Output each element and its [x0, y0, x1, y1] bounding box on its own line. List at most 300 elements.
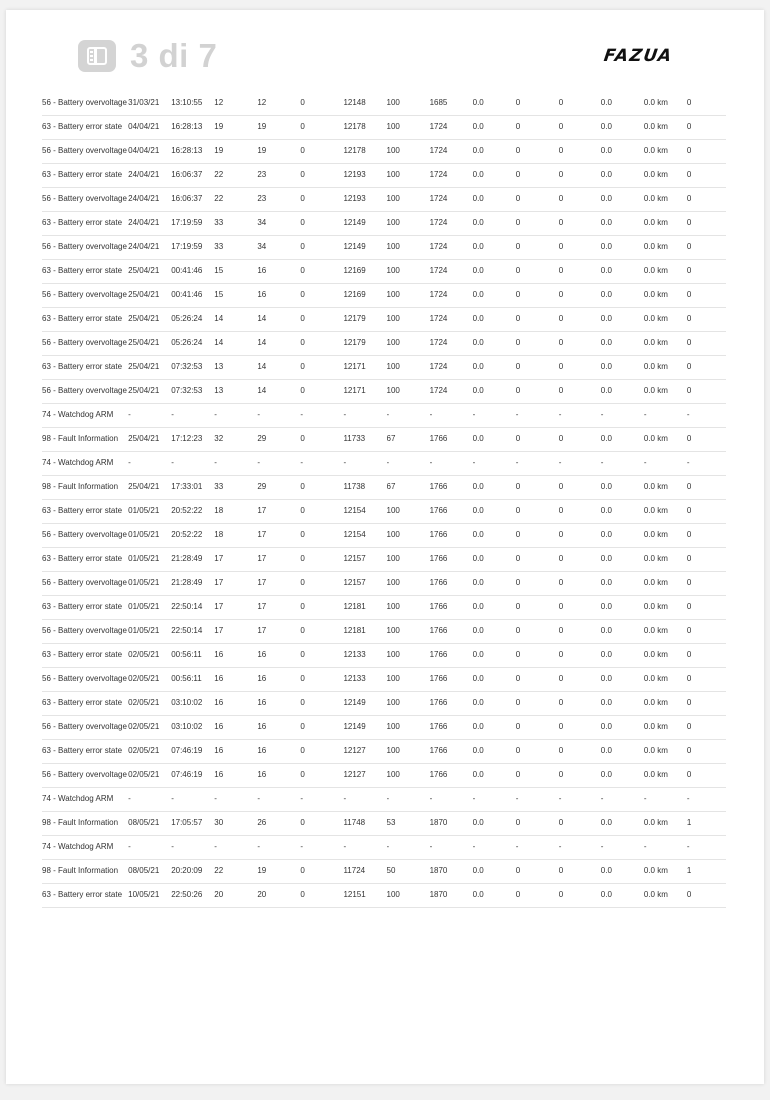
event-cell: 56 - Battery overvoltage [42, 98, 127, 107]
value-cell: 1 [686, 818, 692, 827]
value-cell: - [257, 794, 260, 803]
event-cell: 56 - Battery overvoltage [42, 626, 127, 635]
value-cell: 0.0 [472, 266, 484, 275]
value-cell: 1724 [429, 362, 448, 371]
event-cell: 63 - Battery error state [42, 170, 123, 179]
value-cell: 26 [257, 818, 267, 827]
value-cell: - [386, 458, 390, 467]
value-cell: 1 [686, 866, 692, 875]
table-row [42, 188, 726, 212]
time-cell: 00:56:11 [171, 674, 202, 683]
date-cell: - [128, 842, 131, 851]
value-cell: - [429, 410, 433, 419]
value-cell: 0 [686, 122, 692, 131]
value-cell: 0 [686, 98, 692, 107]
value-cell: 12154 [343, 530, 366, 539]
value-cell: 0.0 [600, 482, 612, 491]
value-cell: 0.0 [600, 218, 612, 227]
value-cell: 1870 [429, 866, 448, 875]
value-cell: - [472, 794, 476, 803]
value-cell: 0.0 km [643, 146, 668, 155]
value-cell: - [214, 458, 217, 467]
value-cell: - [558, 458, 562, 467]
table-row [42, 428, 726, 452]
value-cell: 0.0 [600, 362, 612, 371]
value-cell: 0 [686, 482, 692, 491]
time-cell: - [171, 458, 174, 467]
event-cell: 56 - Battery overvoltage [42, 194, 127, 203]
value-cell: 1724 [429, 338, 448, 347]
table-row [42, 620, 726, 644]
page-indicator[interactable] [78, 34, 217, 78]
time-cell: 07:32:53 [171, 362, 203, 371]
value-cell: 23 [257, 170, 267, 179]
time-cell: 03:10:02 [171, 698, 203, 707]
value-cell: 100 [386, 674, 400, 683]
value-cell: 17 [214, 602, 224, 611]
event-cell: 63 - Battery error state [42, 218, 123, 227]
date-cell: 25/04/21 [128, 482, 160, 491]
value-cell: - [257, 458, 260, 467]
event-cell: 74 - Watchdog ARM [42, 842, 114, 851]
value-cell: 0.0 [600, 866, 612, 875]
value-cell: 12133 [343, 674, 366, 683]
date-cell: 25/04/21 [128, 338, 160, 347]
date-cell: 01/05/21 [128, 530, 160, 539]
value-cell: 16 [214, 746, 224, 755]
value-cell: 0.0 km [643, 626, 668, 635]
value-cell: 0 [300, 530, 305, 539]
value-cell: 22 [214, 866, 224, 875]
brand-logo: FAZUA [602, 46, 675, 66]
time-cell: 16:28:13 [171, 146, 203, 155]
value-cell: 67 [386, 482, 396, 491]
value-cell: 34 [257, 218, 267, 227]
value-cell: 0.0 [472, 314, 484, 323]
value-cell: - [558, 842, 562, 851]
value-cell: 0 [515, 770, 521, 779]
value-cell: - [600, 410, 604, 419]
value-cell: 18 [214, 506, 224, 515]
time-cell: 20:52:22 [171, 506, 203, 515]
value-cell: 100 [386, 266, 400, 275]
value-cell: 0.0 km [643, 818, 668, 827]
value-cell: 0.0 km [643, 866, 668, 875]
value-cell: - [515, 794, 519, 803]
value-cell: 11724 [343, 866, 366, 875]
value-cell: 0 [300, 386, 305, 395]
date-cell: 01/05/21 [128, 602, 160, 611]
value-cell: 0 [515, 98, 521, 107]
value-cell: 100 [386, 506, 400, 515]
table-row [42, 212, 726, 236]
value-cell: 100 [386, 362, 400, 371]
value-cell: 30 [214, 818, 224, 827]
value-cell: 0 [686, 266, 692, 275]
table-row [42, 524, 726, 548]
table-row [42, 860, 726, 884]
value-cell: 0 [558, 122, 564, 131]
value-cell: 0 [300, 674, 305, 683]
value-cell: 12149 [343, 722, 366, 731]
value-cell: 12157 [343, 578, 366, 587]
value-cell: 0 [300, 722, 305, 731]
table-row [42, 644, 726, 668]
event-cell: 56 - Battery overvoltage [42, 146, 127, 155]
time-cell: 22:50:14 [171, 626, 203, 635]
value-cell: 0.0 [472, 722, 484, 731]
value-cell: 0.0 [600, 242, 612, 251]
value-cell: 0.0 [472, 338, 484, 347]
event-cell: 63 - Battery error state [42, 362, 123, 371]
value-cell: 0 [300, 866, 305, 875]
value-cell: 100 [386, 698, 400, 707]
value-cell: 0 [515, 338, 521, 347]
value-cell: 14 [214, 314, 224, 323]
value-cell: 100 [386, 386, 400, 395]
value-cell: 0 [686, 242, 692, 251]
time-cell: 20:52:22 [171, 530, 203, 539]
value-cell: - [257, 410, 260, 419]
value-cell: 1724 [429, 194, 448, 203]
date-cell: 24/04/21 [128, 194, 160, 203]
value-cell: - [600, 842, 604, 851]
value-cell: 0 [686, 386, 692, 395]
value-cell: 0 [515, 890, 521, 899]
value-cell: 0 [686, 626, 692, 635]
value-cell: 0.0 km [643, 602, 668, 611]
value-cell: 18 [214, 530, 224, 539]
value-cell: - [429, 842, 433, 851]
value-cell: 0 [515, 722, 521, 731]
value-cell: - [515, 410, 519, 419]
value-cell: 0 [558, 338, 564, 347]
table-row [42, 668, 726, 692]
value-cell: 0 [515, 530, 521, 539]
date-cell: 25/04/21 [128, 314, 160, 323]
value-cell: - [386, 794, 390, 803]
date-cell: 08/05/21 [128, 866, 160, 875]
value-cell: 12193 [343, 194, 366, 203]
value-cell: 0.0 [472, 482, 484, 491]
event-cell: 63 - Battery error state [42, 602, 123, 611]
value-cell: 0.0 km [643, 722, 668, 731]
value-cell: 19 [257, 146, 267, 155]
time-cell: 00:56:11 [171, 650, 202, 659]
value-cell: - [257, 842, 260, 851]
value-cell: 100 [386, 650, 400, 659]
value-cell: 0 [300, 338, 305, 347]
value-cell: 12193 [343, 170, 366, 179]
event-cell: 56 - Battery overvoltage [42, 386, 127, 395]
value-cell: 0.0 [472, 506, 484, 515]
value-cell: 0 [300, 290, 305, 299]
time-cell: 13:10:55 [171, 98, 203, 107]
value-cell: 16 [257, 650, 267, 659]
value-cell: 0 [515, 242, 521, 251]
value-cell: 1766 [429, 602, 448, 611]
event-cell: 63 - Battery error state [42, 506, 123, 515]
value-cell: - [214, 842, 217, 851]
value-cell: 1766 [429, 434, 448, 443]
value-cell: - [686, 842, 690, 851]
value-cell: 0 [686, 722, 692, 731]
value-cell: - [643, 410, 647, 419]
event-cell: 98 - Fault Information [42, 434, 119, 443]
table-row [42, 596, 726, 620]
value-cell: 0 [300, 578, 305, 587]
value-cell: - [300, 410, 304, 419]
value-cell: - [300, 458, 304, 467]
value-cell: 1766 [429, 746, 448, 755]
value-cell: 0 [515, 554, 521, 563]
value-cell: 0.0 km [643, 650, 668, 659]
value-cell: 0.0 km [643, 314, 668, 323]
value-cell: - [343, 410, 347, 419]
value-cell: 100 [386, 722, 400, 731]
value-cell: 0.0 [600, 506, 612, 515]
table-row [42, 476, 726, 500]
value-cell: 14 [257, 338, 267, 347]
value-cell: 0 [515, 866, 521, 875]
value-cell: - [214, 794, 217, 803]
value-cell: 0.0 [600, 578, 612, 587]
event-cell: 56 - Battery overvoltage [42, 578, 127, 587]
value-cell: 0 [515, 818, 521, 827]
value-cell: 29 [257, 482, 267, 491]
value-cell: 0.0 km [643, 530, 668, 539]
value-cell: 16 [214, 674, 224, 683]
value-cell: 12127 [343, 746, 366, 755]
value-cell: 1685 [429, 98, 448, 107]
event-cell: 56 - Battery overvoltage [42, 722, 127, 731]
value-cell: 0.0 [472, 578, 484, 587]
date-cell: 02/05/21 [128, 770, 160, 779]
value-cell: 100 [386, 770, 400, 779]
value-cell: 12151 [343, 890, 366, 899]
date-cell: 02/05/21 [128, 698, 160, 707]
value-cell: 0 [515, 482, 521, 491]
table-row [42, 740, 726, 764]
value-cell: 12169 [343, 290, 366, 299]
table-row [42, 572, 726, 596]
time-cell: 17:12:23 [171, 434, 203, 443]
value-cell: 16 [214, 722, 224, 731]
value-cell: - [515, 458, 519, 467]
value-cell: 32 [214, 434, 224, 443]
value-cell: 100 [386, 218, 400, 227]
table-row [42, 260, 726, 284]
value-cell: 0.0 [472, 362, 484, 371]
value-cell: 0 [300, 770, 305, 779]
value-cell: 12149 [343, 218, 366, 227]
event-cell: 56 - Battery overvoltage [42, 290, 127, 299]
date-cell: 02/05/21 [128, 674, 160, 683]
event-cell: 63 - Battery error state [42, 554, 123, 563]
value-cell: 16 [257, 266, 267, 275]
value-cell: 15 [214, 266, 224, 275]
value-cell: 0.0 km [643, 362, 668, 371]
value-cell: 0.0 [600, 818, 612, 827]
date-cell: 01/05/21 [128, 626, 160, 635]
value-cell: 19 [214, 146, 224, 155]
event-cell: 98 - Fault Information [42, 818, 119, 827]
value-cell: 0 [300, 650, 305, 659]
value-cell: - [386, 410, 390, 419]
value-cell: 16 [257, 770, 267, 779]
value-cell: 0.0 [600, 698, 612, 707]
value-cell: 0.0 [472, 890, 484, 899]
value-cell: - [472, 458, 476, 467]
value-cell: - [343, 842, 347, 851]
value-cell: 1766 [429, 578, 448, 587]
value-cell: 100 [386, 146, 400, 155]
page-thumbnail-icon[interactable] [78, 40, 116, 72]
value-cell: 53 [386, 818, 396, 827]
value-cell: 0 [300, 626, 305, 635]
value-cell: 0 [686, 290, 692, 299]
value-cell: 0 [686, 146, 692, 155]
value-cell: 12179 [343, 338, 366, 347]
value-cell: 0 [515, 626, 521, 635]
value-cell: 0 [686, 602, 692, 611]
value-cell: 0 [558, 362, 564, 371]
value-cell: 0 [686, 698, 692, 707]
time-cell: 20:20:09 [171, 866, 203, 875]
value-cell: 0 [558, 578, 564, 587]
value-cell: 0.0 km [643, 194, 668, 203]
value-cell: 0.0 km [643, 746, 668, 755]
value-cell: 0 [515, 746, 521, 755]
value-cell: 0 [686, 770, 692, 779]
value-cell: 0.0 [472, 218, 484, 227]
value-cell: 100 [386, 746, 400, 755]
value-cell: 16 [214, 698, 224, 707]
value-cell: 0 [300, 482, 305, 491]
value-cell: 17 [214, 578, 224, 587]
value-cell: - [643, 458, 647, 467]
value-cell: 100 [386, 122, 400, 131]
value-cell: 0 [558, 698, 564, 707]
date-cell: 24/04/21 [128, 170, 160, 179]
value-cell: 0 [686, 890, 692, 899]
value-cell: - [214, 410, 217, 419]
value-cell: 0.0 [600, 98, 612, 107]
value-cell: 0.0 [472, 602, 484, 611]
date-cell: 08/05/21 [128, 818, 160, 827]
document-page [6, 10, 764, 1084]
value-cell: 0 [300, 362, 305, 371]
value-cell: 0 [558, 146, 564, 155]
value-cell: 0.0 [600, 122, 612, 131]
date-cell: 02/05/21 [128, 722, 160, 731]
time-cell: 16:28:13 [171, 122, 203, 131]
value-cell: - [300, 842, 304, 851]
event-cell: 63 - Battery error state [42, 314, 123, 323]
value-cell: 1724 [429, 218, 448, 227]
value-cell: 0.0 [600, 338, 612, 347]
value-cell: 0 [558, 554, 564, 563]
event-cell: 63 - Battery error state [42, 650, 123, 659]
time-cell: 17:19:59 [171, 242, 203, 251]
date-cell: - [128, 458, 131, 467]
value-cell: 100 [386, 314, 400, 323]
value-cell: 0.0 [600, 386, 612, 395]
value-cell: - [429, 458, 433, 467]
event-cell: 56 - Battery overvoltage [42, 674, 127, 683]
table-row [42, 284, 726, 308]
value-cell: 0 [558, 98, 564, 107]
value-cell: 33 [214, 218, 224, 227]
value-cell: 13 [214, 362, 224, 371]
value-cell: 1766 [429, 530, 448, 539]
value-cell: 0.0 [600, 146, 612, 155]
value-cell: 33 [214, 482, 224, 491]
value-cell: 0 [515, 218, 521, 227]
value-cell: 0.0 [472, 554, 484, 563]
table-row [42, 812, 726, 836]
value-cell: 0 [300, 170, 305, 179]
time-cell: 16:06:37 [171, 194, 203, 203]
event-cell: 56 - Battery overvoltage [42, 770, 127, 779]
value-cell: 34 [257, 242, 267, 251]
value-cell: 12 [214, 98, 224, 107]
value-cell: 0.0 km [643, 434, 668, 443]
value-cell: 16 [257, 746, 267, 755]
value-cell: 12181 [343, 602, 366, 611]
value-cell: 100 [386, 602, 400, 611]
value-cell: 1766 [429, 674, 448, 683]
value-cell: 12148 [343, 98, 366, 107]
table-row [42, 764, 726, 788]
value-cell: 12133 [343, 650, 366, 659]
value-cell: 100 [386, 626, 400, 635]
value-cell: 19 [257, 122, 267, 131]
value-cell: 0 [300, 146, 305, 155]
value-cell: 1766 [429, 770, 448, 779]
value-cell: 16 [257, 698, 267, 707]
value-cell: 12 [257, 98, 267, 107]
value-cell: 0.0 [472, 818, 484, 827]
value-cell: 12178 [343, 146, 366, 155]
time-cell: - [171, 410, 174, 419]
value-cell: 0 [300, 746, 305, 755]
value-cell: 0 [300, 554, 305, 563]
value-cell: 0.0 [472, 290, 484, 299]
value-cell: - [343, 794, 347, 803]
value-cell: 0 [686, 530, 692, 539]
row-divider [42, 907, 726, 908]
time-cell: 21:28:49 [171, 554, 203, 563]
value-cell: 17 [257, 578, 267, 587]
time-cell: 00:41:46 [171, 266, 203, 275]
value-cell: 0 [686, 434, 692, 443]
value-cell: - [386, 842, 390, 851]
value-cell: - [686, 410, 690, 419]
value-cell: 0.0 [600, 626, 612, 635]
value-cell: - [558, 794, 562, 803]
value-cell: 0 [300, 698, 305, 707]
value-cell: 1766 [429, 698, 448, 707]
value-cell: 0 [515, 650, 521, 659]
date-cell: 02/05/21 [128, 650, 160, 659]
event-cell: 98 - Fault Information [42, 482, 119, 491]
value-cell: 13 [214, 386, 224, 395]
value-cell: 0 [300, 266, 305, 275]
value-cell: 0 [515, 170, 521, 179]
time-cell: 07:46:19 [171, 746, 203, 755]
value-cell: 0.0 km [643, 170, 668, 179]
